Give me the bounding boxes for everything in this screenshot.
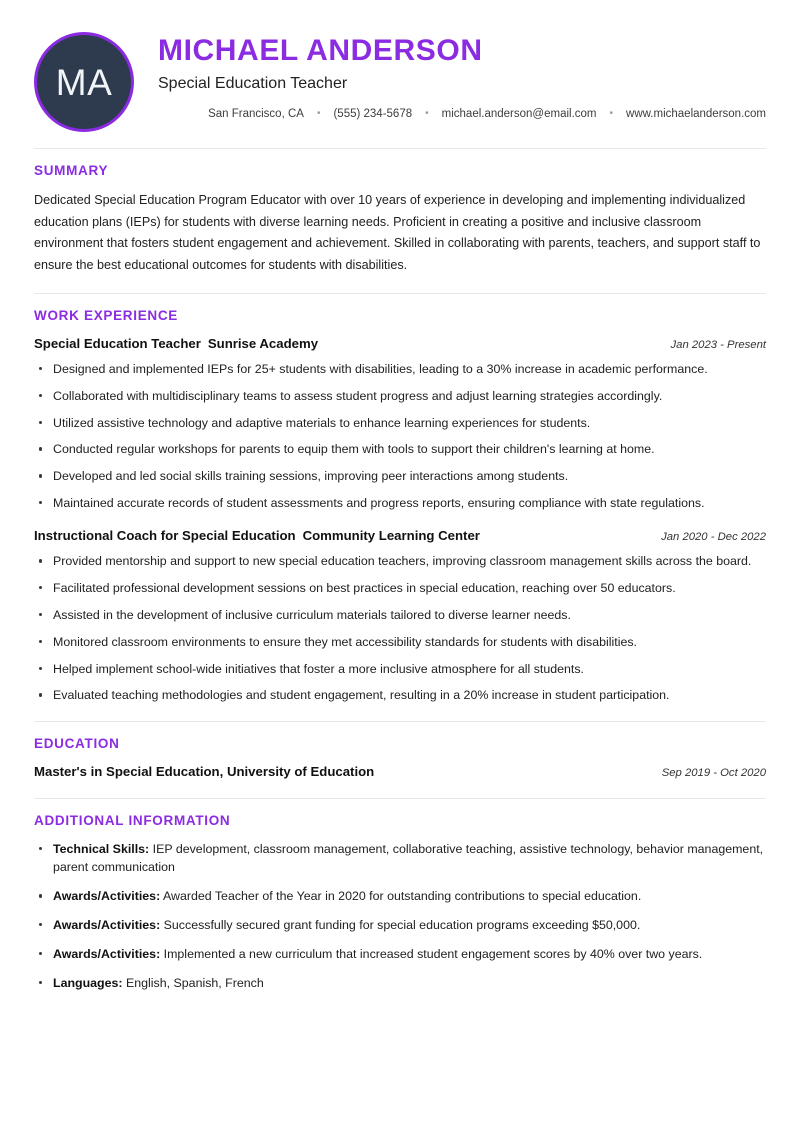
experience-bullet: Facilitated professional development sessions on best practices in special education, reaching over 50 educators. <box>34 579 766 598</box>
contact-separator-icon: • <box>316 108 321 120</box>
education-date: Sep 2019 - Oct 2020 <box>661 767 766 780</box>
education-degree: Master's in Special Education, University of Education <box>34 764 375 780</box>
experience-entry <box>34 527 766 705</box>
contact-website[interactable]: www.michaelanderson.com <box>626 107 766 120</box>
additional-info-label: Awards/Activities: <box>53 918 161 933</box>
experience-bullet-list <box>34 552 766 705</box>
experience-bullet: Helped implement school-wide initiatives that foster a more inclusive atmosphere for all students. <box>34 660 766 679</box>
additional-info-value: Implemented a new curriculum that increased student engagement scores by 40% over two years. <box>163 946 703 961</box>
header-text-block <box>158 30 766 122</box>
experience-bullet: Maintained accurate records of student assessments and progress reports, ensuring compliance with state regulations. <box>34 494 766 513</box>
avatar <box>34 32 134 132</box>
experience-date: Jan 2020 - Dec 2022 <box>661 530 766 543</box>
experience-entry-head <box>34 527 766 545</box>
experience-bullet: Developed and led social skills training sessions, improving peer interactions among students. <box>34 467 766 486</box>
additional-info-label: Awards/Activities: <box>53 946 161 961</box>
experience-heading <box>34 527 480 545</box>
resume-header <box>34 24 766 132</box>
experience-bullet: Designed and implemented IEPs for 25+ students with disabilities, leading to a 30% increase in academic performance. <box>34 360 766 379</box>
experience-bullet: Utilized assistive technology and adaptive materials to enhance learning experiences for students. <box>34 414 766 433</box>
section-title-education: EDUCATION <box>34 736 120 752</box>
additional-info-item <box>34 974 766 993</box>
experience-entry-head <box>34 335 766 353</box>
experience-bullet: Monitored classroom environments to ensure they met accessibility standards for students with disabilities. <box>34 633 766 652</box>
additional-info-value: English, Spanish, French <box>126 975 264 990</box>
avatar-initials: MA <box>55 61 113 103</box>
section-additional-information <box>34 799 766 993</box>
additional-info-value: Awarded Teacher of the Year in 2020 for outstanding contributions to special education. <box>162 889 642 904</box>
experience-position: Special Education Teacher <box>34 335 201 351</box>
contact-line <box>158 107 766 122</box>
additional-info-value: Successfully secured grant funding for special education programs exceeding $50,000. <box>163 918 641 933</box>
experience-company: Sunrise Academy <box>207 335 319 351</box>
section-title-summary: SUMMARY <box>34 163 109 178</box>
contact-email[interactable]: michael.anderson@email.com <box>441 107 597 120</box>
summary-text: Dedicated Special Education Program Educator with over 10 years of experience in developing and implementing individualized education plans (IEPs) for students with diverse learning needs. Proficient in creating a positive and inclusive classroom environment that fosters student engagement and achievement. Skilled in collaborating with parents, teachers, and support staff to ensure the best educational outcomes for students with disabilities. <box>34 193 761 272</box>
section-summary <box>34 149 766 277</box>
section-title-work-experience: WORK EXPERIENCE <box>34 307 179 323</box>
additional-info-item <box>34 916 766 935</box>
section-education <box>34 722 766 781</box>
additional-info-label: Technical Skills: <box>53 841 150 856</box>
section-work-experience <box>34 294 766 706</box>
additional-info-item <box>34 840 766 878</box>
contact-separator-icon: • <box>609 108 614 120</box>
experience-company: Community Learning Center <box>302 527 480 543</box>
additional-info-item <box>34 887 766 906</box>
candidate-name: MICHAEL ANDERSON <box>158 34 483 67</box>
additional-info-label: Languages: <box>53 975 123 990</box>
section-title-additional-information: ADDITIONAL INFORMATION <box>34 812 231 828</box>
experience-bullet: Provided mentorship and support to new special education teachers, improving classroom management skills across the board. <box>34 552 766 571</box>
experience-bullet: Evaluated teaching methodologies and student engagement, resulting in a 20% increase in student participation. <box>34 686 766 705</box>
experience-bullet: Assisted in the development of inclusive curriculum materials tailored to diverse learner needs. <box>34 606 766 625</box>
additional-info-value: IEP development, classroom management, collaborative teaching, assistive technology, behavior management, parent communication <box>53 841 764 875</box>
contact-location: San Francisco, CA <box>208 107 304 120</box>
additional-info-list <box>34 840 766 993</box>
experience-heading <box>34 335 318 353</box>
additional-info-label: Awards/Activities: <box>53 889 161 904</box>
experience-bullet: Collaborated with multidisciplinary teams to assess student progress and adjust learning strategies accordingly. <box>34 387 766 406</box>
experience-bullet-list <box>34 360 766 513</box>
contact-separator-icon: • <box>425 108 429 120</box>
candidate-job-title: Special Education Teacher <box>158 74 348 92</box>
education-entry <box>34 763 766 781</box>
experience-entry <box>34 335 766 513</box>
contact-phone[interactable]: (555) 234-5678 <box>333 107 413 120</box>
education-entry-head <box>34 763 766 781</box>
experience-bullet: Conducted regular workshops for parents to equip them with tools to support their children's learning at home. <box>34 440 766 459</box>
experience-date: Jan 2023 - Present <box>670 338 766 351</box>
experience-position: Instructional Coach for Special Education <box>34 527 296 543</box>
additional-info-item <box>34 945 766 964</box>
